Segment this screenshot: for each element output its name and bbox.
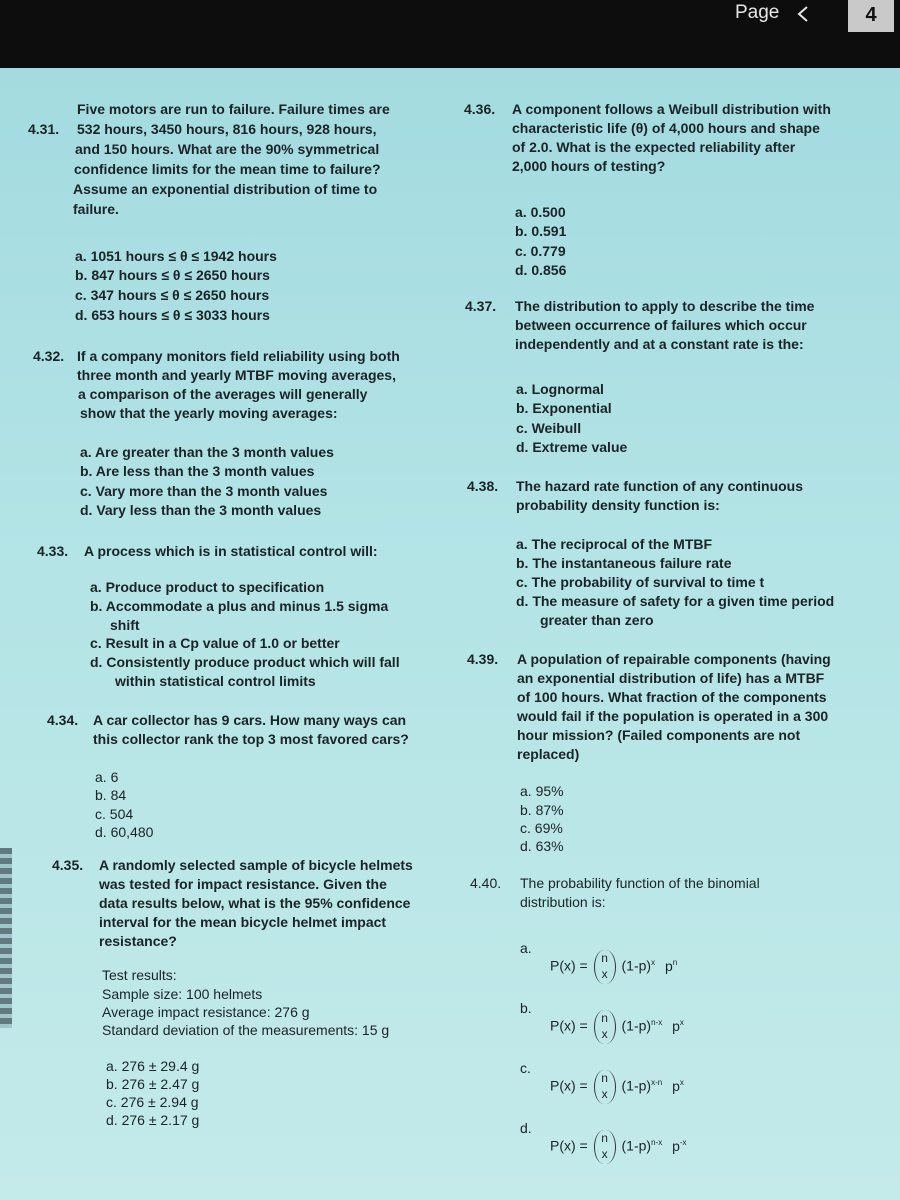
answer-option: c. The probability of survival to time t xyxy=(516,574,765,590)
chevron-left-icon[interactable] xyxy=(796,6,810,22)
question-text-line: failure. xyxy=(73,201,119,217)
formula-p: p xyxy=(672,1137,680,1154)
answer-option: c. 0.779 xyxy=(515,243,566,259)
formula-base: (1-p) xyxy=(621,1137,652,1154)
formula-base: (1-p) xyxy=(621,957,652,974)
spiral-binding xyxy=(0,848,12,1028)
answer-option: b. The instantaneous failure rate xyxy=(516,555,732,571)
answer-option: b. 0.591 xyxy=(515,223,567,239)
question-text-line: show that the yearly moving averages: xyxy=(80,405,338,421)
answer-option: a. 1051 hours ≤ θ ≤ 1942 hours xyxy=(75,248,277,264)
question-text-line: If a company monitors field reliability using both xyxy=(77,348,400,364)
answer-option: c. Weibull xyxy=(516,420,582,436)
formula-exponent: x xyxy=(679,1078,684,1088)
answer-option: c. 347 hours ≤ θ ≤ 2650 hours xyxy=(75,287,270,303)
question-text-line: data results below, what is the 95% confidence xyxy=(99,895,411,911)
formula-lhs: P(x) = xyxy=(550,1077,588,1094)
answer-option: b. 87% xyxy=(520,802,564,818)
answer-option: c. 276 ± 2.94 g xyxy=(106,1094,199,1110)
answer-option: a. 0.500 xyxy=(515,204,566,220)
question-number: 4.33. xyxy=(37,543,69,559)
question-text-line: characteristic life (θ) of 4,000 hours and shape xyxy=(512,120,820,136)
question-text-line: resistance? xyxy=(99,933,177,949)
question-text-line: independently and at a constant rate is the: xyxy=(515,336,804,352)
question-text-line: this collector rank the top 3 most favored cars? xyxy=(93,731,409,747)
answer-option: d. Vary less than the 3 month values xyxy=(80,502,322,518)
option-label: c. xyxy=(520,1060,531,1076)
question-text-line: The probability function of the binomial xyxy=(520,875,760,891)
formula-exponent: n-x xyxy=(651,1018,663,1028)
viewer-toolbar xyxy=(0,0,900,68)
formula-exponent: x-n xyxy=(651,1078,663,1088)
question-text-line: The distribution to apply to describe the time xyxy=(515,298,815,314)
test-results-line: Average impact resistance: 276 g xyxy=(102,1004,310,1020)
question-text-line: 2,000 hours of testing? xyxy=(512,158,666,174)
answer-option: a. The reciprocal of the MTBF xyxy=(516,536,713,552)
question-text-line: The hazard rate function of any continuous xyxy=(516,478,804,494)
question-number: 4.40. xyxy=(470,875,502,891)
answer-option: c. 69% xyxy=(520,820,563,836)
answer-option: d. 63% xyxy=(520,838,564,854)
answer-option: b. Exponential xyxy=(516,400,612,416)
question-text-line: an exponential distribution of life) has a MTBF xyxy=(517,670,825,686)
question-text-line: Five motors are run to failure. Failure times are xyxy=(77,101,390,117)
question-number: 4.36. xyxy=(464,101,496,117)
formula-p: p xyxy=(672,1017,680,1034)
binomial-formula xyxy=(550,1010,684,1044)
question-number: 4.39. xyxy=(467,651,499,667)
answer-option: a. 6 xyxy=(95,769,119,785)
question-text-line: of 100 hours. What fraction of the components xyxy=(517,689,827,705)
answer-option: a. Are greater than the 3 month values xyxy=(80,444,334,460)
binomial-coefficient: n x xyxy=(594,1010,616,1044)
formula-lhs: P(x) = xyxy=(550,1017,588,1034)
question-number: 4.35. xyxy=(52,857,84,873)
question-text-line: A population of repairable components (having xyxy=(517,651,831,667)
binomial-coefficient: n x xyxy=(594,950,616,984)
page-number-badge[interactable]: 4 xyxy=(848,0,894,32)
answer-option: c. 504 xyxy=(95,806,134,822)
answer-option: c. Result in a Cp value of 1.0 or better xyxy=(90,635,340,651)
question-text-line: Assume an exponential distribution of time to xyxy=(73,181,378,197)
formula-exponent: x xyxy=(679,1018,684,1028)
answer-option: b. 847 hours ≤ θ ≤ 2650 hours xyxy=(75,267,270,283)
question-text-line: 532 hours, 3450 hours, 816 hours, 928 hours, xyxy=(77,121,377,137)
question-text-line: confidence limits for the mean time to failure? xyxy=(74,161,381,177)
formula-p: p xyxy=(672,1077,680,1094)
question-text-line: three month and yearly MTBF moving averages, xyxy=(77,367,396,383)
test-results-line: Sample size: 100 helmets xyxy=(102,986,263,1002)
binomial-coefficient: n x xyxy=(594,1070,616,1104)
question-text-line: A car collector has 9 cars. How many ways can xyxy=(93,712,407,728)
formula-exponent: -x xyxy=(679,1138,687,1148)
question-text-line: was tested for impact resistance. Given the xyxy=(99,876,387,892)
formula-lhs: P(x) = xyxy=(550,957,588,974)
option-label: a. xyxy=(520,940,532,956)
formula-lhs: P(x) = xyxy=(550,1137,588,1154)
question-text-line: A component follows a Weibull distribution with xyxy=(512,101,831,117)
answer-option: a. 95% xyxy=(520,783,564,799)
binomial-coefficient: n x xyxy=(594,1130,616,1164)
answer-option-continuation: shift xyxy=(110,617,140,633)
answer-option: d. 653 hours ≤ θ ≤ 3033 hours xyxy=(75,307,270,323)
answer-option: d. Consistently produce product which will fall xyxy=(90,654,400,670)
answer-option: d. 0.856 xyxy=(515,262,567,278)
question-number: 4.32. xyxy=(33,348,65,364)
question-text-line: replaced) xyxy=(517,746,580,762)
page-label: Page xyxy=(735,2,780,23)
answer-option: a. Produce product to specification xyxy=(90,579,325,595)
question-number: 4.38. xyxy=(467,478,499,494)
question-text-line: of 2.0. What is the expected reliability after xyxy=(512,139,796,155)
question-number: 4.31. xyxy=(28,121,60,137)
question-text-line: a comparison of the averages will generally xyxy=(78,386,368,402)
question-text-line: probability density function is: xyxy=(516,497,720,513)
option-label: d. xyxy=(520,1120,532,1136)
answer-option: b. Accommodate a plus and minus 1.5 sigma xyxy=(90,598,389,614)
formula-exponent: n-x xyxy=(651,1138,663,1148)
question-text-line: A process which is in statistical control will: xyxy=(84,543,378,559)
answer-option: b. 84 xyxy=(95,787,127,803)
answer-option: d. Extreme value xyxy=(516,439,628,455)
question-text-line: distribution is: xyxy=(520,894,606,910)
answer-option-continuation: greater than zero xyxy=(540,612,654,628)
answer-option: d. The measure of safety for a given time period xyxy=(516,593,835,609)
question-number: 4.37. xyxy=(465,298,497,314)
formula-base: (1-p) xyxy=(621,1017,652,1034)
answer-option: a. Lognormal xyxy=(516,381,604,397)
answer-option: d. 60,480 xyxy=(95,824,154,840)
answer-option: a. 276 ± 29.4 g xyxy=(106,1058,200,1074)
answer-option-continuation: within statistical control limits xyxy=(115,673,316,689)
question-text-line: hour mission? (Failed components are not xyxy=(517,727,801,743)
binomial-formula xyxy=(550,1130,687,1164)
formula-base: (1-p) xyxy=(621,1077,652,1094)
answer-option: c. Vary more than the 3 month values xyxy=(80,483,328,499)
test-results-line: Standard deviation of the measurements: 15 g xyxy=(102,1022,390,1038)
formula-exponent: n xyxy=(672,958,678,968)
question-text-line: and 150 hours. What are the 90% symmetrical xyxy=(75,141,380,157)
answer-option: b. Are less than the 3 month values xyxy=(80,463,315,479)
binomial-formula xyxy=(550,1070,684,1104)
question-text-line: A randomly selected sample of bicycle helmets xyxy=(99,857,413,873)
answer-option: b. 276 ± 2.47 g xyxy=(106,1076,200,1092)
option-label: b. xyxy=(520,1000,532,1016)
binomial-formula xyxy=(550,950,677,984)
question-number: 4.34. xyxy=(47,712,79,728)
question-text-line: between occurrence of failures which occur xyxy=(515,317,807,333)
question-text-line: interval for the mean bicycle helmet impact xyxy=(99,914,387,930)
test-results-line: Test results: xyxy=(102,967,177,983)
answer-option: d. 276 ± 2.17 g xyxy=(106,1112,200,1128)
formula-p: p xyxy=(664,957,673,974)
formula-exponent: x xyxy=(651,958,656,968)
question-text-line: would fail if the population is operated in a 300 xyxy=(517,708,829,724)
